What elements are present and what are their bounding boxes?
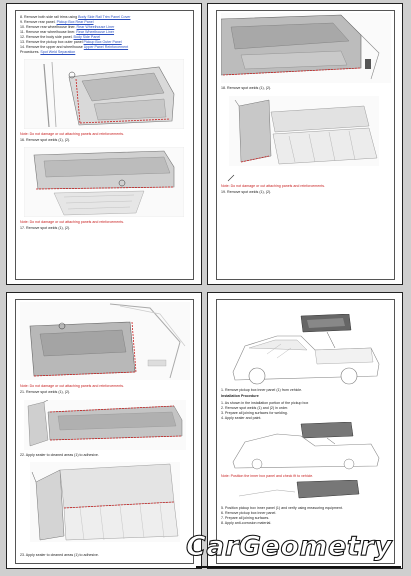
installation-heading: Installation Procedure bbox=[221, 394, 259, 398]
manual-page-2 bbox=[207, 3, 403, 285]
step-p4-1: 1. Remove pickup box inner panel (1) from vehicle. bbox=[221, 388, 303, 392]
link-wheelhouse-liner-1[interactable]: Rear Wheelhouse Liner bbox=[76, 25, 115, 29]
figure-8 bbox=[231, 314, 381, 386]
figure-3 bbox=[221, 13, 391, 83]
link-upper-panel[interactable]: Upper Panel Reinforcement bbox=[83, 45, 129, 49]
manual-page-1 bbox=[6, 3, 202, 285]
link-side-rail-trim[interactable]: Body Side Rail Trim Panel Cover bbox=[78, 15, 131, 19]
step-8: 8. Remove both side rail trims using Body Side Rail Trim Panel Cover bbox=[20, 15, 131, 19]
figure-6 bbox=[24, 400, 186, 450]
figure-5 bbox=[20, 302, 190, 380]
step-14-cont: Procedures. Spot Weld Separation bbox=[20, 50, 76, 54]
step-22: 22. Apply sealer to cleaned areas (1) to adhesive. bbox=[20, 453, 99, 457]
manual-page-3 bbox=[6, 292, 202, 569]
note-2: Note: Do not damage or cut attaching panels and reinforcements. bbox=[20, 220, 125, 224]
step-17: 17. Remove spot welds (1), (2). bbox=[20, 226, 71, 230]
figure-9 bbox=[231, 422, 381, 470]
step-13: 13. Remove the pickup box outer panel Pickup Box Outer Panel bbox=[20, 40, 122, 44]
figure-1 bbox=[24, 59, 184, 129]
callout-icon bbox=[227, 174, 235, 182]
figure-4 bbox=[229, 96, 379, 166]
step-11: 11. Remove rear wheelhouse liner. Rear Wheelhouse Liner bbox=[20, 30, 115, 34]
link-spot-weld[interactable]: Spot Weld Separation bbox=[40, 50, 76, 54]
step-p4-5: 5. Position pickup box inner panel (1) and verify using measuring equipment. bbox=[221, 506, 343, 510]
proc-2: 2. Remove spot welds (1) and (2) in order. bbox=[221, 406, 289, 410]
step-23: 23. Apply sealer to cleaned areas (1) to adhesive. bbox=[20, 553, 99, 557]
step-16: 16. Remove spot welds (1), (2). bbox=[20, 138, 71, 142]
note-4: Note: Do not damage or cut attaching panels and reinforcements. bbox=[20, 384, 125, 388]
page-1-content bbox=[15, 10, 194, 280]
step-9: 9. Remove rear panel. Pickup Box Rear Panel bbox=[20, 20, 94, 24]
figure-2 bbox=[24, 147, 184, 217]
figure-7 bbox=[30, 462, 180, 542]
note-5: Note: Position the inner box panel and check fit to vehicle. bbox=[221, 474, 314, 478]
proc-4: 4. Apply sealer and paint. bbox=[221, 416, 262, 420]
step-21: 21. Remove spot welds (1), (2). bbox=[20, 390, 71, 394]
note-1: Note: Do not damage or cut attaching panels and reinforcements. bbox=[20, 132, 125, 136]
link-rear-panel[interactable]: Pickup Box Rear Panel bbox=[56, 20, 94, 24]
watermark-underline bbox=[196, 566, 401, 568]
page-4-content bbox=[216, 299, 395, 564]
step-14: 14. Remove the upper and wheelhouse Upper Panel Reinforcement bbox=[20, 45, 129, 49]
step-12: 12. Remove the body side panel. Body Side Panel bbox=[20, 35, 101, 39]
proc-3: 3. Prepare all joining surfaces for welding. bbox=[221, 411, 288, 415]
manual-page-4 bbox=[207, 292, 403, 569]
note-3: Note: Do not damage or cut attaching panels and reinforcements. bbox=[221, 184, 326, 188]
step-p4-8: 8. Apply anti-corrosion material. bbox=[221, 521, 272, 525]
figure-10 bbox=[237, 480, 377, 500]
step-19: 19. Remove spot welds (1), (2). bbox=[221, 190, 272, 194]
page-2-content bbox=[216, 10, 395, 280]
watermark-logo: CarGeometry bbox=[186, 531, 393, 562]
link-outer-panel[interactable]: Pickup Box Outer Panel bbox=[83, 40, 122, 44]
step-p4-6: 6. Remove pickup box inner panel. bbox=[221, 511, 277, 515]
step-18: 18. Remove spot welds (1), (2). bbox=[221, 86, 272, 90]
proc-1: 1. As shown in the installation portion of the pickup box bbox=[221, 401, 309, 405]
step-10: 10. Remove rear wheelhouse liner. Rear Wheelhouse Liner bbox=[20, 25, 115, 29]
link-wheelhouse-liner-2[interactable]: Rear Wheelhouse Liner bbox=[76, 30, 115, 34]
link-body-side-panel[interactable]: Body Side Panel bbox=[73, 35, 101, 39]
step-p4-7: 7. Prepare all joining surfaces. bbox=[221, 516, 270, 520]
page-3-content bbox=[15, 299, 194, 564]
